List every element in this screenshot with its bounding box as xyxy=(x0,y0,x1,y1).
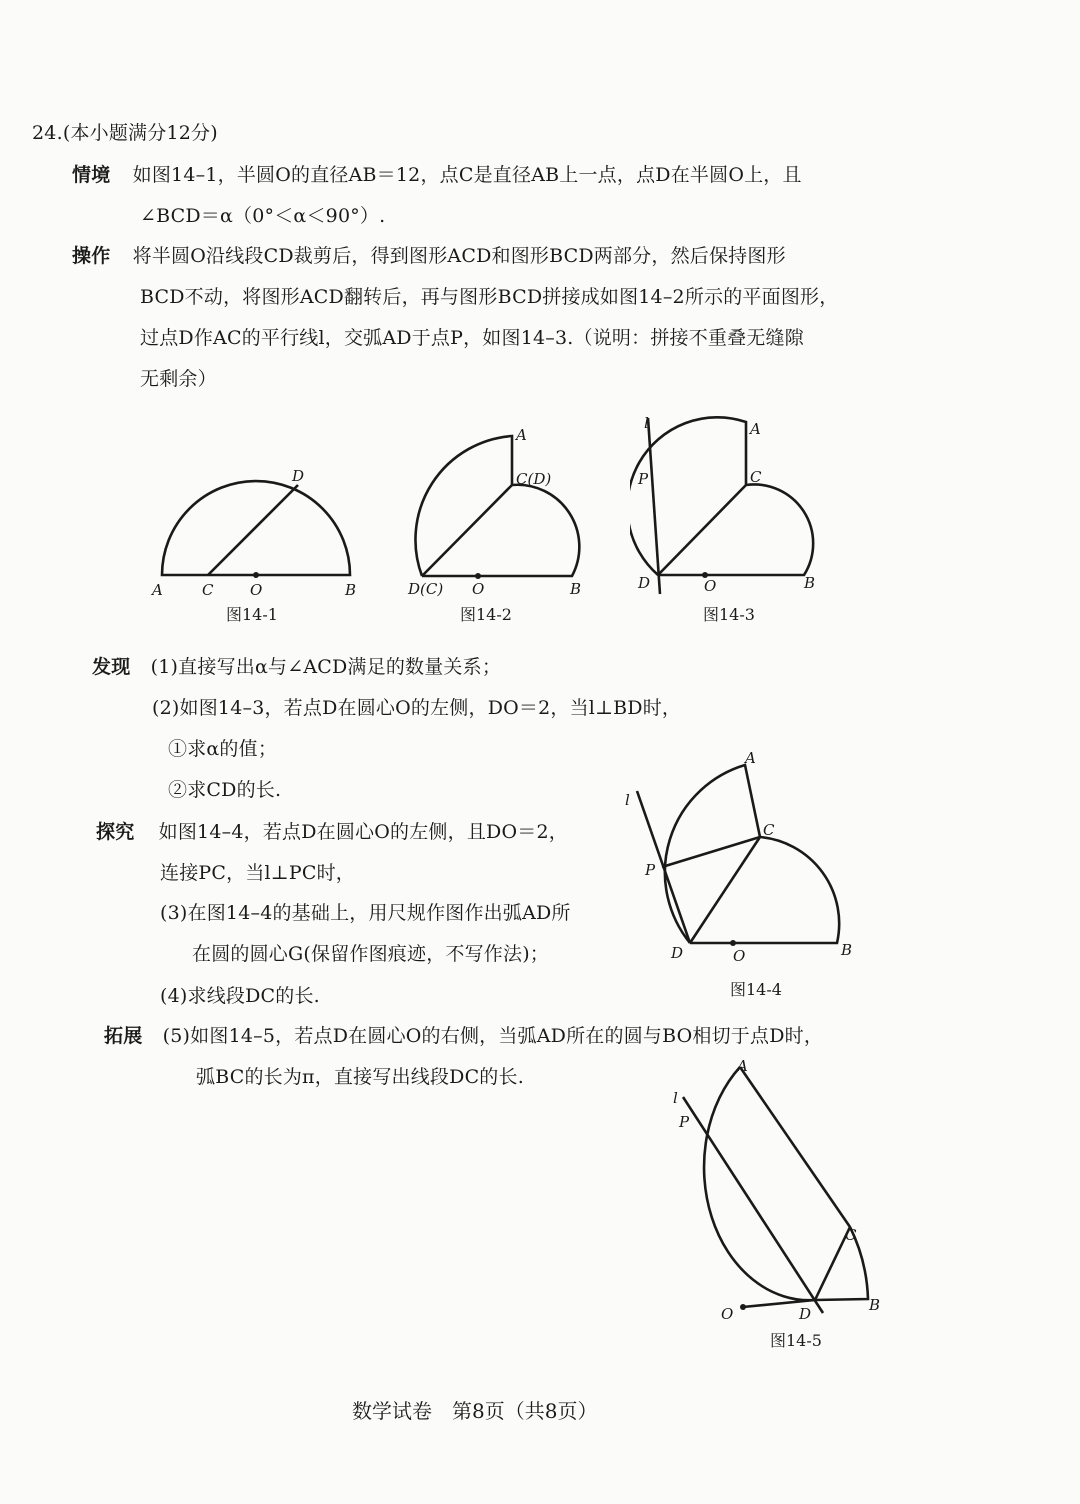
fig5-center-dot xyxy=(740,1304,746,1310)
fig2-label-b: B xyxy=(570,580,582,598)
fig3-label-c: C xyxy=(750,468,762,486)
fig2-left-part xyxy=(415,436,512,576)
explore-text-1: 如图14–4，若点D在圆心O的左侧，且DO＝2， xyxy=(158,821,568,843)
operation-line-1 xyxy=(72,241,786,268)
fig2-label-dc: D(C) xyxy=(408,580,444,598)
explore-q3b: 在圆的圆心G(保留作图痕迹，不写作法)； xyxy=(192,943,550,965)
fig3-label-d: D xyxy=(638,574,651,592)
figure-14-2 xyxy=(400,420,600,605)
fig4-center-dot xyxy=(730,940,736,946)
extend-label: 拓展 xyxy=(104,1025,143,1047)
fig1-caption: 图14-1 xyxy=(226,605,278,624)
fig4-left-part xyxy=(665,765,760,943)
fig5-label-a: A xyxy=(737,1057,748,1075)
discovery-q1: (1)直接写出α与∠ACD满足的数量关系； xyxy=(150,656,502,678)
fig5-outline xyxy=(704,1067,868,1300)
fig2-cut-line xyxy=(422,485,512,576)
fig5-label-d: D xyxy=(799,1305,812,1323)
fig4-label-l: l xyxy=(625,791,630,809)
figure-14-5 xyxy=(655,1055,895,1325)
operation-text-3: 过点D作AC的平行线l，交弧AD于点P，如图14–3.（说明：拼接不重叠无缝隙 xyxy=(140,327,804,349)
fig5-label-l: l xyxy=(673,1089,678,1107)
fig2-right-part xyxy=(422,485,579,576)
fig3-cut-line xyxy=(658,485,746,575)
explore-text-2: 连接PC，当l⊥PC时， xyxy=(160,862,355,884)
fig3-label-a: A xyxy=(750,420,761,438)
fig1-center-dot xyxy=(253,572,259,578)
fig1-chord-cd xyxy=(208,485,298,575)
fig4-caption: 图14-4 xyxy=(730,980,782,999)
fig3-caption: 图14-3 xyxy=(703,605,755,624)
fig3-label-o: O xyxy=(704,577,717,595)
fig5-caption: 图14-5 xyxy=(770,1331,822,1350)
fig2-center-dot xyxy=(475,573,481,579)
fig5-label-p: P xyxy=(679,1113,690,1131)
figure-14-4 xyxy=(615,745,860,970)
explore-label: 探究 xyxy=(96,821,135,843)
discovery-q2: (2)如图14–3，若点D在圆心O的左侧，DO＝2，当l⊥BD时， xyxy=(152,697,682,719)
fig4-label-c: C xyxy=(763,821,775,839)
fig4-segment-pc xyxy=(662,837,760,867)
fig4-cut-line xyxy=(690,837,760,943)
operation-text-4: 无剩余） xyxy=(140,368,217,390)
extend-line-1 xyxy=(104,1021,823,1048)
operation-text-2: BCD不动，将图形ACD翻转后，再与图形BCD拼接成如图14–2所示的平面图形， xyxy=(140,286,839,308)
figure-14-3 xyxy=(630,410,830,602)
fig3-left-part xyxy=(630,417,746,575)
situation-label: 情境 xyxy=(72,164,111,186)
fig1-label-d: D xyxy=(292,467,305,485)
fig3-right-part xyxy=(658,484,813,575)
fig4-label-p: P xyxy=(645,861,656,879)
extend-q5a: (5)如图14–5，若点D在圆心O的右侧，当弧AD所在的圆与BO相切于点D时， xyxy=(162,1025,824,1047)
fig2-label-o: O xyxy=(472,580,485,598)
fig3-label-b: B xyxy=(804,574,816,592)
operation-text-1: 将半圆O沿线段CD裁剪后，得到图形ACD和图形BCD两部分，然后保持图形 xyxy=(132,245,786,267)
operation-label: 操作 xyxy=(72,245,111,267)
extend-q5b: 弧BC的长为π，直接写出线段DC的长. xyxy=(196,1066,524,1088)
explore-line-1 xyxy=(96,817,568,844)
fig4-label-d: D xyxy=(671,944,684,962)
discovery-q2b: ②求CD的长. xyxy=(168,779,282,801)
question-number: 24. xyxy=(32,122,63,144)
fig2-label-a: A xyxy=(516,426,527,444)
fig5-label-o: O xyxy=(721,1305,734,1323)
fig4-label-o: O xyxy=(733,947,746,965)
situation-text-1: 如图14–1，半圆O的直径AB＝12，点C是直径AB上一点，点D在半圆O上，且 xyxy=(132,164,802,186)
fig5-label-c: C xyxy=(845,1226,857,1244)
fig5-segment-ac xyxy=(740,1067,850,1227)
question-header xyxy=(32,118,218,145)
discovery-label: 发现 xyxy=(92,656,131,678)
fig1-label-c: C xyxy=(202,581,214,599)
situation-line-1 xyxy=(72,160,802,187)
situation-text-2: ∠BCD＝α（0°＜α＜90°）. xyxy=(140,205,386,227)
question-points: (本小题满分12分) xyxy=(62,122,218,144)
fig5-label-b: B xyxy=(869,1296,881,1314)
fig3-label-p: P xyxy=(638,470,649,488)
figure-14-1 xyxy=(140,455,380,605)
explore-q4: (4)求线段DC的长. xyxy=(160,985,320,1007)
discovery-line-1 xyxy=(92,652,501,679)
discovery-q2a: ①求α的值； xyxy=(168,738,278,760)
fig4-label-a: A xyxy=(745,749,756,767)
fig1-label-o: O xyxy=(250,581,263,599)
fig4-label-b: B xyxy=(841,941,853,959)
page-footer: 数学试卷 第8页（共8页） xyxy=(352,1399,598,1423)
explore-q3a: (3)在图14–4的基础上，用尺规作图作出弧AD所 xyxy=(160,902,571,924)
fig1-label-a: A xyxy=(152,581,163,599)
fig3-label-l: l xyxy=(644,414,649,432)
fig2-caption: 图14-2 xyxy=(460,605,512,624)
fig1-label-b: B xyxy=(345,581,357,599)
fig2-label-cd: C(D) xyxy=(516,470,552,488)
